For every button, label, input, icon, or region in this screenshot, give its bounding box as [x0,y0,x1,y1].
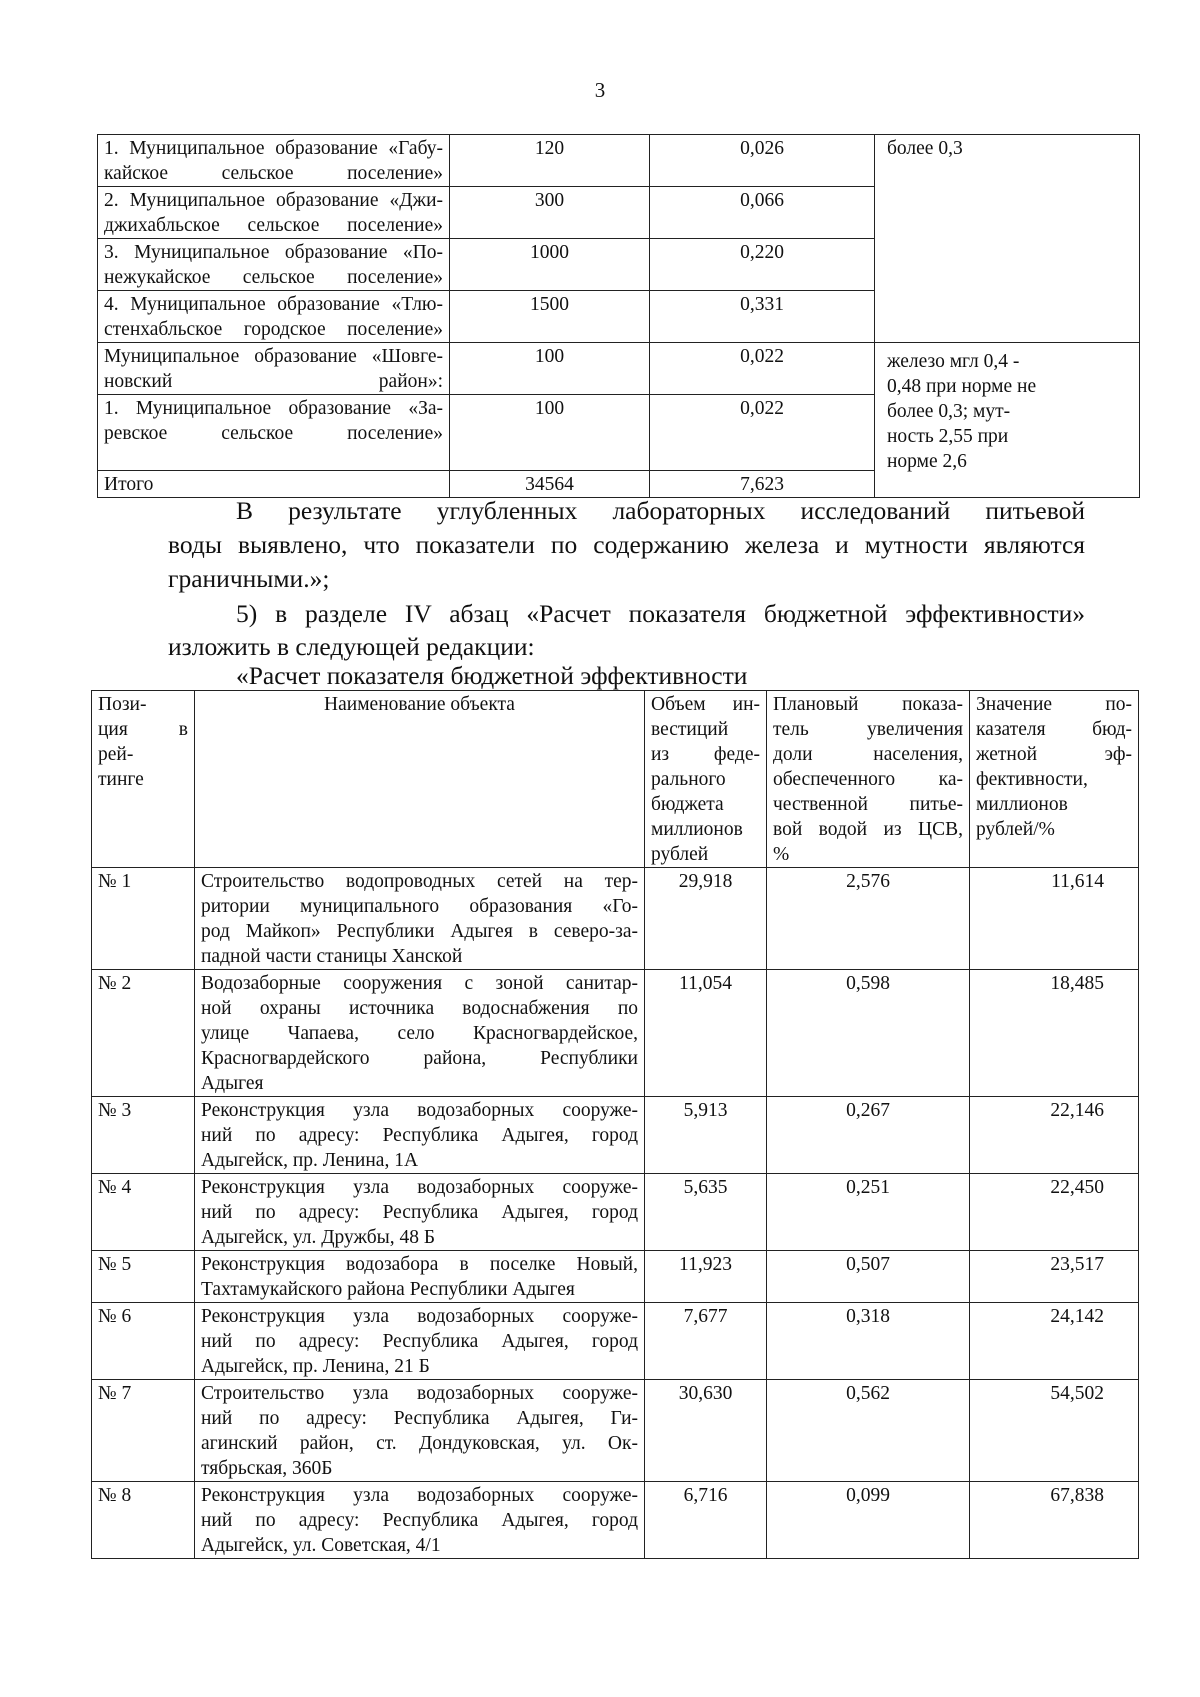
table-row [98,343,1140,395]
total-share: 7,623 [650,471,875,498]
efficiency-cell: 22,450 [970,1174,1139,1251]
object-name-cell: Водозаборные сооружения с зоной санитар- ной охраны источника водоснабжения по улице Чапаева, село Красногвардейское, Красногвардейского района, Республики Адыгея [195,970,645,1097]
volume-cell: 1000 [450,239,650,291]
object-name-cell: Реконструкция водозабора в поселке Новый, Тахтамукайского района Республики Адыгея [195,1251,645,1303]
investment-header: Объем ин- вестиций из феде- рального бюджета миллионов рублей [645,691,767,868]
municipality-cell: Муниципальное образование «Шовге- новский район»: [98,343,450,395]
share-cell: 0,066 [650,187,875,239]
position-cell: № 4 [92,1174,195,1251]
volume-cell: 100 [450,343,650,395]
volume-cell: 120 [450,135,650,187]
municipality-cell: 3. Муниципальное образование «По- нежукайское сельское поселение» [98,239,450,291]
share-cell: 0,022 [650,343,875,395]
investment-cell: 11,923 [645,1251,767,1303]
note-cell: более 0,3 [875,135,1140,343]
volume-cell: 300 [450,187,650,239]
object-name-cell: Реконструкция узла водозаборных сооруже- ний по адресу: Республика Адыгея, город Адыгейск, пр. Ленина, 1А [195,1097,645,1174]
position-cell: № 6 [92,1303,195,1380]
investment-cell: 11,054 [645,970,767,1097]
total-label: Итого [98,471,450,498]
municipality-cell: 1. Муниципальное образование «Габу- кайское сельское поселение» [98,135,450,187]
header-row [92,691,1139,868]
position-cell: № 7 [92,1380,195,1482]
municipal-table [97,134,1140,498]
page-number: 3 [594,78,606,102]
table-row [92,1251,1139,1303]
object-name-cell: Реконструкция узла водозаборных сооруже- ний по адресу: Республика Адыгея, город Адыгейск, ул. Советская, 4/1 [195,1482,645,1559]
share-cell: 0,022 [650,395,875,471]
plan-cell: 0,562 [767,1380,970,1482]
efficiency-cell: 24,142 [970,1303,1139,1380]
efficiency-cell: 23,517 [970,1251,1139,1303]
efficiency-table [91,690,1139,1559]
table-row [92,868,1139,970]
investment-cell: 30,630 [645,1380,767,1482]
plan-cell: 0,507 [767,1251,970,1303]
table-row [92,970,1139,1097]
table-row [92,1482,1139,1559]
position-cell: № 8 [92,1482,195,1559]
table-caption: «Расчет показателя бюджетной эффективности [236,661,748,690]
table-row [98,135,1140,187]
municipality-cell: 1. Муниципальное образование «За- ревское сельское поселение» [98,395,450,471]
plan-cell: 0,318 [767,1303,970,1380]
object-name-cell: Строительство узла водозаборных сооруже- ний по адресу: Республика Адыгея, Ги- агинский район, ст. Дондуковская, ул. Ок- тябрьская, 360Б [195,1380,645,1482]
efficiency-header: Значение по- казателя бюд- жетной эф- фективности, миллионов рублей/% [970,691,1139,868]
table-row [92,1174,1139,1251]
position-cell: № 2 [92,970,195,1097]
volume-cell: 1500 [450,291,650,343]
plan-cell: 0,251 [767,1174,970,1251]
position-cell: № 3 [92,1097,195,1174]
total-volume: 34564 [450,471,650,498]
plan-cell: 2,576 [767,868,970,970]
volume-cell: 100 [450,395,650,471]
efficiency-cell: 54,502 [970,1380,1139,1482]
plan-cell: 0,099 [767,1482,970,1559]
investment-cell: 7,677 [645,1303,767,1380]
name-header: Наименование объекта [195,691,645,868]
share-cell: 0,026 [650,135,875,187]
object-name-cell: Реконструкция узла водозаборных сооруже- ний по адресу: Республика Адыгея, город Адыгейск, ул. Дружбы, 48 Б [195,1174,645,1251]
table-row [92,1097,1139,1174]
share-cell: 0,220 [650,239,875,291]
position-cell: № 1 [92,868,195,970]
note-cell: железо мгл 0,4 - 0,48 при норме не более 0,3; мут- ность 2,55 при норме 2,6 [875,343,1140,498]
efficiency-cell: 22,146 [970,1097,1139,1174]
share-cell: 0,331 [650,291,875,343]
efficiency-cell: 67,838 [970,1482,1139,1559]
plan-cell: 0,267 [767,1097,970,1174]
investment-cell: 29,918 [645,868,767,970]
table-row [92,1303,1139,1380]
position-header: Пози- ция в рей- тинге [92,691,195,868]
investment-cell: 5,635 [645,1174,767,1251]
efficiency-cell: 11,614 [970,868,1139,970]
position-cell: № 5 [92,1251,195,1303]
object-name-cell: Реконструкция узла водозаборных сооруже- ний по адресу: Республика Адыгея, город Адыгейск, пр. Ленина, 21 Б [195,1303,645,1380]
municipality-cell: 4. Муниципальное образование «Тлю- стенхабльское городское поселение» [98,291,450,343]
plan-cell: 0,598 [767,970,970,1097]
table-row [92,1380,1139,1482]
municipality-cell: 2. Муниципальное образование «Джи- джихабльское сельское поселение» [98,187,450,239]
object-name-cell: Строительство водопроводных сетей на тер- ритории муниципального образования «Го- род Майкоп» Республики Адыгея в северо-за- падной части станицы Ханской [195,868,645,970]
efficiency-cell: 18,485 [970,970,1139,1097]
plan-header: Плановый показа- тель увеличения доли населения, обеспеченного ка- чественной питье- вой водой из ЦСВ, % [767,691,970,868]
investment-cell: 6,716 [645,1482,767,1559]
investment-cell: 5,913 [645,1097,767,1174]
